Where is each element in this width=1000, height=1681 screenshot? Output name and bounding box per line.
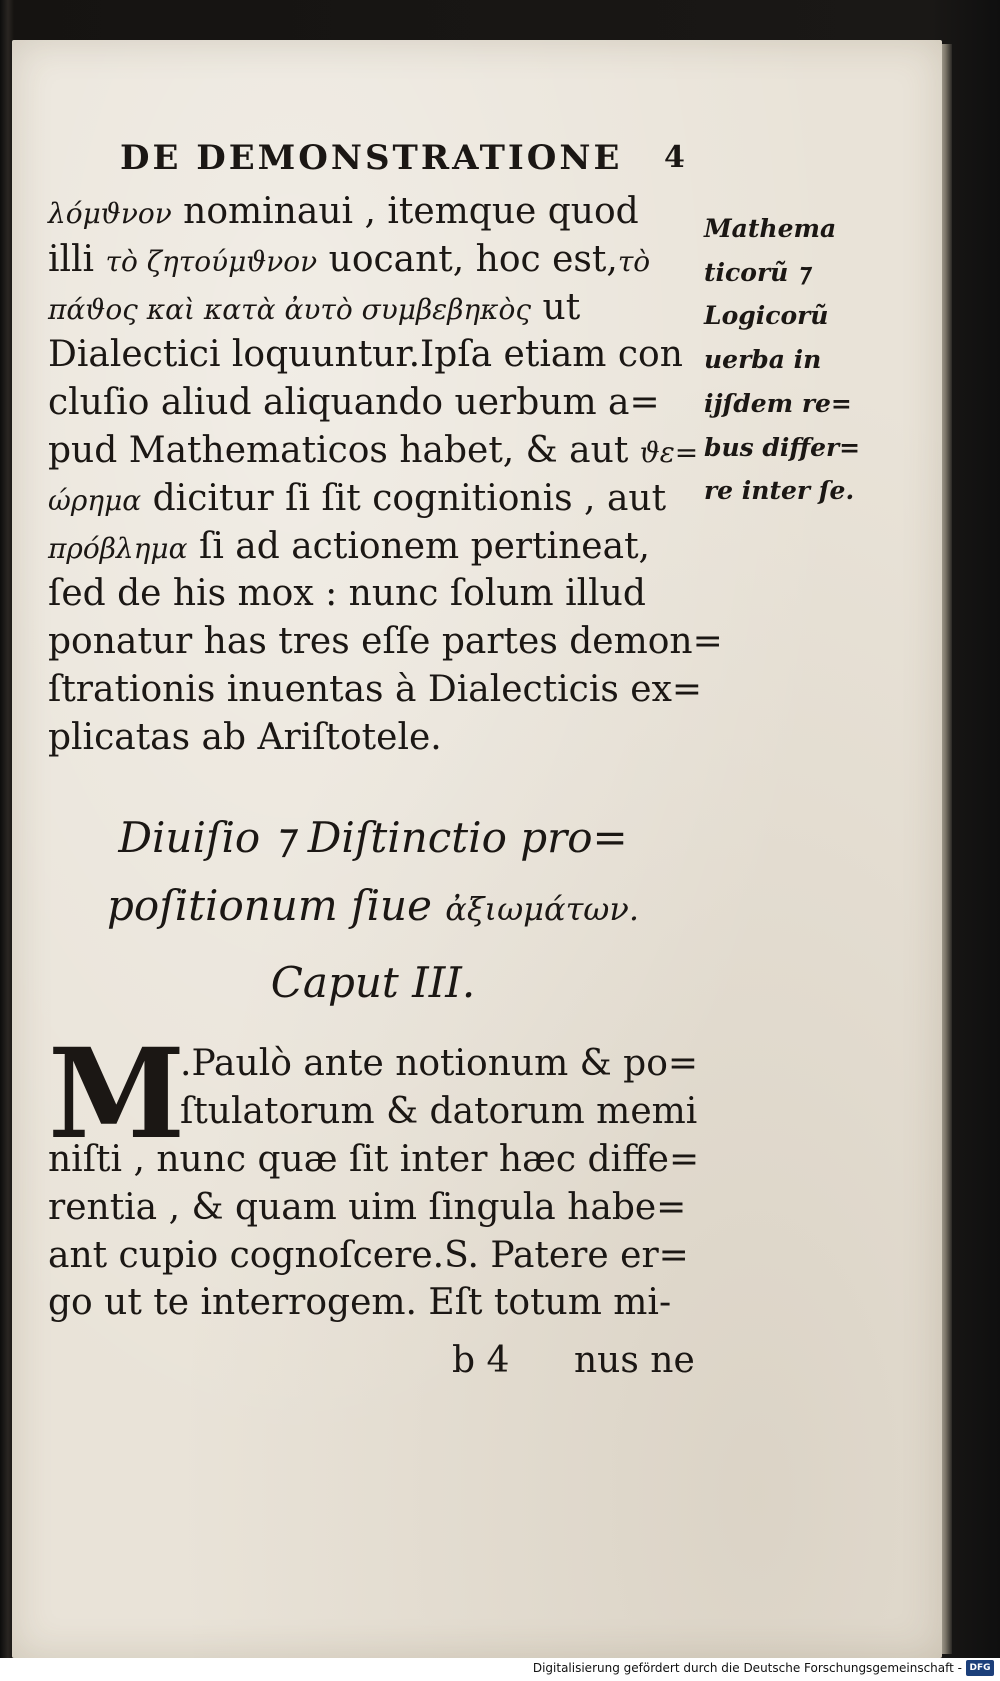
- greek-text: τὸ: [617, 244, 651, 278]
- text-line: [48, 714, 698, 762]
- greek-text: πρόβλημα: [48, 531, 188, 565]
- text-line: [48, 427, 698, 475]
- text-line: go ut te interrogem. Eſt totum mi-: [48, 1282, 672, 1324]
- latin-text: ſi ad actionem pertineat,: [187, 525, 650, 567]
- marginal-note-line: bus differ=: [704, 432, 861, 462]
- marginal-note-line: ijſdem re=: [704, 388, 852, 418]
- latin-text: dicitur ſi ſit cognitionis , aut: [141, 477, 667, 519]
- greek-text: ώρημα: [48, 483, 142, 517]
- text-line: .Paulò ante notionum & po=: [180, 1043, 699, 1084]
- latin-text: Dialectici loquuntur.Ipſa etiam con: [48, 334, 683, 376]
- marginal-note-line: uerba in: [704, 345, 822, 375]
- latin-text: nominaui , itemque quod: [171, 191, 639, 232]
- heading-line-1: Diuiſio ⁊ Diſtinctio pro=: [118, 813, 628, 862]
- folio-number: 4: [664, 140, 685, 175]
- marginal-note-line: Logicorũ: [704, 301, 829, 331]
- latin-text: uocant, hoc est,: [317, 238, 618, 280]
- text-line: ſtulatorum & datorum memi: [180, 1090, 698, 1132]
- latin-text: ut: [531, 286, 581, 328]
- marginal-note: [704, 207, 861, 513]
- text-line: [48, 666, 703, 714]
- heading-line-2: [48, 872, 698, 943]
- marginal-note-line: Mathema: [704, 214, 837, 243]
- text-line: ant cupio cognoſcere.S. Patere er=: [48, 1234, 689, 1276]
- chapter-lines: [48, 1136, 698, 1327]
- heading-latin: poſitionum ſiue: [107, 881, 446, 930]
- body-text: [48, 188, 723, 762]
- greek-text: πάϑος καὶ κατὰ ἀυτὸ συμβεβηκὸς: [48, 292, 532, 326]
- text-line: niſti , nunc quæ ſit inter hæc diffe=: [48, 1139, 700, 1180]
- dfg-logo: DFG: [966, 1660, 994, 1676]
- caput-title: Caput III.: [270, 958, 476, 1007]
- text-line: [48, 570, 698, 618]
- text-line: [48, 379, 698, 427]
- signature-mark: b 4: [452, 1340, 510, 1381]
- text-line: [48, 475, 698, 523]
- latin-text: illi: [48, 238, 106, 280]
- drop-cap: M: [48, 1022, 186, 1167]
- latin-text: pud Mathematicos habet, & aut: [48, 429, 640, 471]
- greek-text: λόμϑνον: [48, 197, 172, 230]
- text-line: rentia , & quam uim ſingula habe=: [48, 1186, 687, 1228]
- text-line: [48, 331, 698, 379]
- text-line: [48, 284, 698, 332]
- latin-text: cluſio aliud aliquando uerbum a=: [48, 382, 660, 424]
- text-line: [48, 236, 698, 284]
- marginal-note-line: ticorũ ⁊: [704, 257, 810, 287]
- greek-text: ϑε=: [639, 435, 699, 469]
- catchword: nus ne: [574, 1340, 695, 1381]
- latin-text: ſtrationis inuentas à Dialecticis ex=: [48, 668, 703, 710]
- greek-text: τὸ ζητούμϑνον: [105, 244, 318, 278]
- latin-text: ponatur has tres eſſe partes demon=: [48, 621, 723, 663]
- text-line: [48, 523, 698, 571]
- marginal-note-line: re inter ſe.: [704, 476, 855, 506]
- footer-credit: Digitalisierung gefördert durch die Deutsche Forschungsgemeinschaft -: [532, 1661, 962, 1675]
- latin-text: plicatas ab Ariſtotele.: [48, 716, 442, 758]
- heading-greek: ἀξιωμάτων.: [445, 890, 639, 928]
- text-line: [48, 188, 698, 236]
- text-line: [48, 618, 723, 666]
- running-head: DE DEMONSTRATIONE: [120, 138, 623, 178]
- chapter-heading: [48, 804, 698, 1017]
- chapter-indented-lines: [180, 1040, 700, 1136]
- latin-text: ſed de his mox : nunc ſolum illud: [48, 573, 646, 615]
